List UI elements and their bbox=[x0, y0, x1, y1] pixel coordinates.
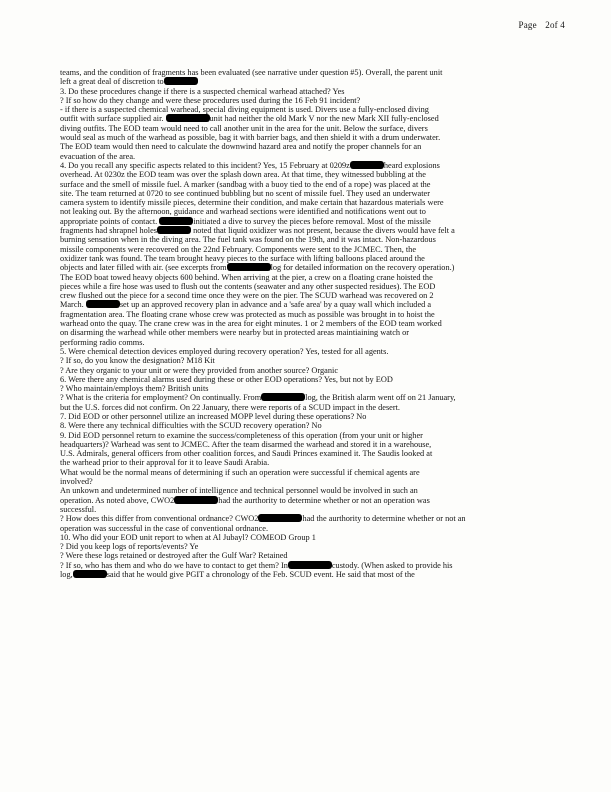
text-line bbox=[60, 273, 560, 282]
line-text: performing radio comms. bbox=[60, 337, 145, 347]
line-text: unit had neither the old Mark V nor the new Mark XII fully-enclosed bbox=[209, 114, 439, 124]
line-text: - if there is a suspected chemical warhead, special diving equipment is used. Divers use a fully-enclosed diving bbox=[60, 105, 429, 115]
line-text: ? What is the criteria for employment? On continually. From bbox=[60, 393, 262, 403]
text-line bbox=[60, 207, 560, 216]
text-line bbox=[60, 486, 560, 495]
redaction-bar bbox=[164, 77, 198, 85]
line-text: on disarming the warhead while other members were nearby but in protected areas maintiaining watch or bbox=[60, 328, 410, 338]
text-line bbox=[60, 542, 560, 551]
text-line bbox=[60, 217, 560, 226]
redaction-bar bbox=[174, 496, 218, 504]
line-text: but the U.S. forces did not confirm. On 22 January, there were reports of a SCUD impact in the desert. bbox=[60, 402, 401, 412]
line-text: 5. Were chemical detection devices employed during recovery operation? Yes, tested for all agents. bbox=[60, 346, 389, 356]
redaction-bar bbox=[159, 217, 193, 225]
text-line bbox=[60, 189, 560, 198]
text-line bbox=[60, 551, 560, 560]
text-line bbox=[60, 477, 560, 486]
line-text: appropriate points of contact. bbox=[60, 216, 160, 226]
line-text: operation. As noted above, CWO2 bbox=[60, 495, 175, 505]
text-line bbox=[60, 561, 560, 570]
line-text: operation was successful in the case of conventional ordnance. bbox=[60, 523, 269, 533]
line-text: U.S. Admirals, general officers from other coalition forces, and Saudi Princes examined it. The Saudis looked at bbox=[60, 449, 433, 459]
text-line bbox=[60, 263, 560, 272]
line-text: evacuation of the area. bbox=[60, 151, 136, 161]
text-line bbox=[60, 300, 560, 309]
text-line bbox=[60, 254, 560, 263]
text-line bbox=[60, 170, 560, 179]
line-text: 4. Do you recall any specific aspects related to this incident? Yes, 15 February at 0209z bbox=[60, 160, 350, 170]
line-text: custody. (When asked to provide his bbox=[331, 560, 453, 570]
line-text: log, bbox=[60, 570, 73, 580]
line-text: initiated a dive to survey the pieces before removal. Most of the missile bbox=[193, 216, 431, 226]
text-line bbox=[60, 291, 560, 300]
line-text: log, the British alarm went off on 21 January, bbox=[305, 393, 456, 403]
text-line bbox=[60, 505, 560, 514]
text-line bbox=[60, 533, 560, 542]
text-line bbox=[60, 514, 560, 523]
line-text: fragmentation area. The floating crane whose crew was protected as much as possible was brought in to hoist the bbox=[60, 309, 435, 319]
text-line bbox=[60, 235, 560, 244]
line-text: left a great deal of discretion to bbox=[60, 77, 164, 87]
line-text: An unkown and undetermined number of intelligence and technical personnel would be involved in such an bbox=[60, 486, 418, 496]
redaction-bar bbox=[227, 263, 271, 271]
text-line bbox=[60, 124, 560, 133]
line-text: 6. Were there any chemical alarms used during these or other EOD operations? Yes, but not by EOD bbox=[60, 374, 393, 384]
text-line bbox=[60, 328, 560, 337]
text-line bbox=[60, 319, 560, 328]
text-line bbox=[60, 440, 560, 449]
text-line bbox=[60, 282, 560, 291]
line-text: What would be the normal means of determining if such an operation were successful if chemical agents are bbox=[60, 467, 420, 477]
line-text: 8. Were there any technical difficulties with the SCUD recovery operation? No bbox=[60, 421, 322, 431]
line-text: would seal as much of the warhead as possible, bag it with barrier bags, and then shield it with a drum underwater. bbox=[60, 133, 441, 143]
text-line bbox=[60, 524, 560, 533]
line-text: headquarters)? Warhead was sent to JCMEC. After the team disarmed the warhead and stored it in a warehouse, bbox=[60, 439, 432, 449]
line-text: 10. Who did your EOD unit report to when at Al Jubayl? COMEOD Group 1 bbox=[60, 532, 316, 542]
line-text: the warhead prior to their approval for it to leave Saudi Arabia. bbox=[60, 458, 270, 468]
line-text: log for detailed information on the recovery operation.) bbox=[270, 263, 455, 273]
line-text: ? Did you keep logs of reports/events? Ye bbox=[60, 542, 199, 552]
text-line bbox=[60, 77, 560, 86]
line-text: camera system to identify missile pieces, determine their condition, and make certain that hazardous materials were bbox=[60, 198, 444, 208]
text-line bbox=[60, 347, 560, 356]
redaction-bar bbox=[157, 226, 191, 234]
text-line bbox=[60, 338, 560, 347]
redaction-bar bbox=[258, 514, 302, 522]
line-text: 3. Do these procedures change if there is a suspected chemical warhead attached? Yes bbox=[60, 86, 345, 96]
redaction-bar bbox=[288, 561, 332, 569]
text-line bbox=[60, 152, 560, 161]
line-text: ? Who maintain/employs them? British units bbox=[60, 384, 209, 394]
line-text: teams, and the condition of fragments has been evaluated (see narrative under question #5). Overall, the parent unit bbox=[60, 68, 443, 77]
text-line bbox=[60, 245, 560, 254]
redaction-bar bbox=[261, 393, 305, 401]
line-text: noted that liquid oxidizer was not present, because the divers would have felt a bbox=[191, 226, 455, 236]
line-text: overhead. At 0230z the EOD team was over the splash down area. At that time, they witnessed bubbling at the bbox=[60, 170, 426, 180]
text-line bbox=[60, 142, 560, 151]
line-text: The EOD boat towed heavy objects 600 behind. When arriving at the pier, a crew on a floating crane hoisted the bbox=[60, 272, 433, 282]
text-line bbox=[60, 468, 560, 477]
text-line bbox=[60, 356, 560, 365]
line-text: The EOD team would then need to calculate the downwind hazard area and notify the proper channels for an bbox=[60, 142, 422, 152]
line-text: had the aurthority to determine whether or not an bbox=[302, 514, 466, 524]
text-line bbox=[60, 105, 560, 114]
line-text: set up an approved recovery plan in advance and a 'safe area' by a quay wall which included a bbox=[119, 300, 432, 310]
line-text: had the aurthority to determine whether or not an operation was bbox=[218, 495, 430, 505]
line-text: burning sensation when in the diving area. The fuel tank was found on the 19th, and it was intact. Non-hazardous bbox=[60, 235, 436, 245]
line-text: crew flushed out the piece for a second time once they were on the pier. The SCUD warhead was recovered on 2 bbox=[60, 291, 434, 301]
line-text: not leaking out. By the afternoon, guidance and warhead sections were identified and notifications went out to bbox=[60, 207, 426, 217]
line-text: March. bbox=[60, 300, 86, 310]
line-text: outfit with surface supplied air. bbox=[60, 114, 166, 124]
line-text: pieces while a fire hose was used to flush out the contents (seawater and any other suspected residues). The EOD bbox=[60, 281, 436, 291]
line-text: fragments had shrapnel holes bbox=[60, 226, 157, 236]
text-line bbox=[60, 114, 560, 123]
line-text: said that he would give PGIT a chronology of the Feb. SCUD event. He said that most of the bbox=[106, 570, 415, 580]
redaction-bar bbox=[73, 570, 107, 578]
text-line bbox=[60, 161, 560, 170]
text-line bbox=[60, 412, 560, 421]
line-text: warhead onto the quay. The crane crew was in the area for eight minutes. 1 or 2 members of the EOD team worked bbox=[60, 319, 442, 329]
line-text: ? If so, who has them and who do we have to contact to get them? In bbox=[60, 560, 288, 570]
redaction-bar bbox=[86, 300, 120, 308]
page-header bbox=[513, 20, 566, 30]
text-line bbox=[60, 366, 560, 375]
line-text: ? How does this differ from conventional ordnance? CWO2 bbox=[60, 514, 259, 524]
text-line bbox=[60, 198, 560, 207]
page-number: 2of 4 bbox=[545, 20, 565, 30]
text-line bbox=[60, 226, 560, 235]
line-text: site. The team returned at 0720 to see continued bubbling but no scent of missile fuel. They used an underwater bbox=[60, 188, 430, 198]
text-line bbox=[60, 180, 560, 189]
line-text: objects and later filled with air. (see excerpts from bbox=[60, 263, 227, 273]
line-text: ? If so, do you know the designation? M18 Kit bbox=[60, 356, 215, 366]
line-text: surface and the smell of missile fuel. A marker (sandbag with a buoy tied to the end of a rope) was placed at the bbox=[60, 179, 431, 189]
line-text: missile components were recovered on the 22nd February. Components were sent to the JCMEC. Then, the bbox=[60, 244, 416, 254]
text-line bbox=[60, 403, 560, 412]
line-text: heard explosions bbox=[383, 160, 440, 170]
text-line bbox=[60, 87, 560, 96]
text-line bbox=[60, 133, 560, 142]
line-text: 7. Did EOD or other personnel utilize an increased MOPP level during these operations? No bbox=[60, 411, 367, 421]
line-text: involved? bbox=[60, 477, 93, 487]
page-label: Page bbox=[518, 20, 537, 30]
text-line bbox=[60, 68, 560, 77]
text-line bbox=[60, 375, 560, 384]
line-text: diving outfits. The EOD team would need to call another unit in the area for the unit. Below the surface, divers bbox=[60, 123, 428, 133]
text-line bbox=[60, 384, 560, 393]
line-text: ? Were these logs retained or destroyed after the Gulf War? Retained bbox=[60, 551, 288, 561]
line-text: 9. Did EOD personnel return to examine the success/completeness of this operation (from your unit or higher bbox=[60, 430, 423, 440]
redaction-bar bbox=[166, 114, 210, 122]
text-line bbox=[60, 421, 560, 430]
text-line bbox=[60, 310, 560, 319]
text-line bbox=[60, 96, 560, 105]
text-line bbox=[60, 431, 560, 440]
text-line bbox=[60, 393, 560, 402]
redaction-bar bbox=[350, 161, 384, 169]
line-text: ? Are they organic to your unit or were they provided from another source? Organic bbox=[60, 365, 339, 375]
text-line bbox=[60, 458, 560, 467]
line-text: successful. bbox=[60, 504, 97, 514]
line-text: oxidizer tank was found. The team brought heavy pieces to the surface with lifting balloons placed around the bbox=[60, 253, 425, 263]
text-line bbox=[60, 449, 560, 458]
text-line bbox=[60, 496, 560, 505]
document-body bbox=[60, 68, 560, 579]
line-text: ? If so how do they change and were these procedures used during the 16 Feb 91 incident? bbox=[60, 95, 361, 105]
text-line bbox=[60, 570, 560, 579]
